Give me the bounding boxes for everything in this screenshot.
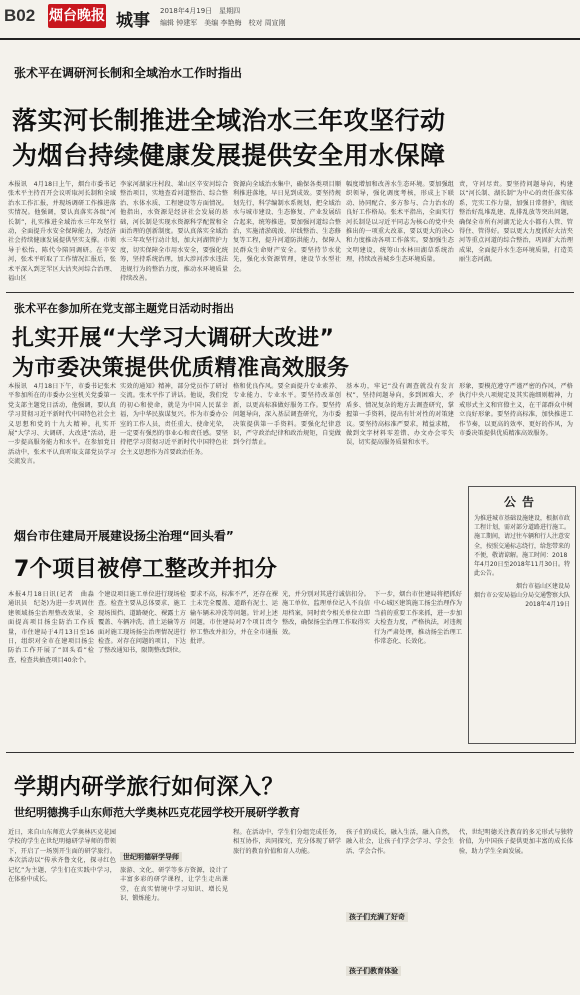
article2-col1: 本报讯 4月18日下午，市委书记张术平参加所在的市委办公室机关党委第一党支部主题党日活动，他强调，要认真学习贯彻习近平新时代中国特色社会主义思想和党的十九大精神，扎实开展“大学习、大调研、大改进”活动，进一步提高服务能力和水平。在参加党日活动中，张术平认真听取支部党员学习交流发言。 — [8, 383, 116, 466]
article4-subhead: 世纪明德携手山东师范大学奥林匹克花园学校开展研学教育 — [14, 806, 300, 819]
page-number: B02 — [4, 6, 36, 25]
article4-col3: 程。在活动中，学生们分组完成任务，相互协作，共同探究，充分体现了研学旅行的教育价值和育人功能。 — [233, 829, 341, 855]
article4-col1: 近日，来自山东师范大学奥林匹克花园学校的学生在世纪明德研学导师的带领下，开启了一场别开生面的研学旅行。本次活动以“传承齐鲁文化，探寻红色记忆”为主题，学生们在实践中学习，在体验中成长。 — [8, 829, 116, 884]
article1-col1: 本报讯 4月18日上午，烟台市委书记张术平主持召开会议听取河长制和全域治水工作汇报，并现场调研工作推进落实情况。他强调，要认真落实各级“河长制”，扎实推进全域治水三年攻坚行动，全面提升水安全保障能力，为经济社会持续健康发展提供坚实支撑。市领导于松怡、陈代今陪同调研。在辛安河，张术平听取了工作情况汇报后，张术平深入到芝罘区大沽夹河综合治理、福山区 — [8, 181, 116, 283]
article4-headline: 学期内研学旅行如何深入？ — [14, 775, 285, 800]
article4-col2: 旅游、文化、研学等多方资源，设计了丰富多彩的研学课程，让学生走出课堂，在真实情境中学习知识、增长见识、锻炼能力。 — [120, 867, 228, 903]
article3-headline: 7个项目被停工整改并扣分 — [14, 557, 278, 582]
article1-col4: 幅度增加和改善水生态环境。要加强组织领导，强化调度考核，形成上下联动、协同配合、多方参与、合力治水的良好工作格局。张术平指出，全面实行河长制是以习近平同志为核心的党中央推出的一项重大改革，要以更大的决心和力度推动各项工作落实。要加强生态文明建设，统筹山水林田湖草系统治理，持续改善城乡生态环境质量。 — [346, 181, 454, 264]
page-header — [0, 0, 580, 40]
newspaper-logo: 烟台晚报 — [48, 4, 106, 28]
article2-kicker: 张术平在参加所在党支部主题党日活动时指出 — [14, 302, 234, 315]
notice-title: 公告 — [503, 495, 540, 509]
article4-subtitle-3: 孩子们教育体验 — [346, 966, 401, 976]
divider — [6, 752, 574, 753]
notice-body: 为推进城市基础设施建设，根据市政工程计划，需对部分道路进行施工。施工期间，请过往车辆和行人注意安全，按照交通标志绕行，给您带来的不便，敬请谅解。施工时间：2018年4月20日至2018年11月30日。特此公告。 — [474, 515, 571, 578]
notice-signature-1: 烟台市福山区建设局 — [515, 583, 570, 591]
article1-headline-line1: 落实河长制推进全域治水三年攻坚行动 — [12, 106, 446, 135]
divider — [6, 292, 574, 293]
article3-kicker: 烟台市住建局开展建设扬尘治理“回头看” — [14, 529, 234, 543]
article1-col3: 资源向全域治水集中，确保各类项目顺利推进落地，早日见到成效。要坚持规划先行，科学编制水系规划，把全域治水与城市建设、生态修复、产业发展结合起来，统筹推进。要加强河道综合整治，实施清淤疏浚、岸线整治、生态修复等工程，提升河道防洪能力，保障人民群众生命财产安全。要坚持节水优先，强化水资源管理，建设节水型社会。 — [233, 181, 341, 273]
public-notice-box — [468, 486, 576, 744]
article1-col5: 责，守河尽责。要坚持问题导向，构建以“河长制、湖长制”为中心的责任落实体系，完实工作力量，加强日常督护，彻底整治好乱堆乱建、乱排乱放等突出问题，确保全市所有河湖无论大小都有人管、管得住、管得好。要以更大力度抓好大沽夹河等重点河道的综合整治，巩固扩大治理成果，全面提升水生态环境质量，打造美丽生态河湖。 — [459, 181, 573, 264]
notice-date: 2018年4月19日 — [525, 601, 570, 609]
article2-col4: 基本功，牢记“没有调查就没有发言权”，坚持问题导向，多到困难大、矛盾多、情况复杂的地方去调查研究，掌握第一手资料，提出有针对性的对策建议。要坚持高标准严要求，精益求精，做到文字材料零差错、办文办会零失误，切实提高服务质量和水平。 — [346, 383, 454, 447]
article4-subtitle-1: 世纪明德研学导师 — [120, 852, 182, 862]
article3-col4: 光，并分别对其进行诚信扣分。施工单位、监理单位记入不良信用档案，同时责令相关单位立即整改，确保扬尘治理工作取得实效。 — [282, 591, 370, 636]
article3-col1: 本报4月18日讯(记者 曲淼 通讯员 纪尧)为进一步巩固住建领域扬尘治理整改效果，全面提高项目扬尘防治工作质量，市住建局于4月13日至16日，组织对全市在建项目扬尘防治工作开展了“回头看”检查，检查共抽查项目40余个。 — [8, 591, 94, 664]
article2-col2: 实效的通知》精神，部分党员作了研讨交流。张术平作了讲话。他说，我们党的初心和使命，就是为中国人民谋幸福，为中华民族谋复兴。作为市委办公室的工作人员，责任重大、使命光荣，一定要有强烈的事业心和责任感。要坚持把学习贯彻习近平新时代中国特色社会主义思想作为首要政治任务。 — [120, 383, 228, 456]
article2-col5: 形象，要模范遵守严谨严密的作风，严格执行中央八项规定及其实施细则精神，力戒形式主义和官僚主义，在干部群众中树立良好形象。要坚持高标准，加快推进工作节奏，以更高的效率、更好的作风，为市委决策提供优质精准高效服务。 — [459, 383, 573, 438]
article4-col4: 孩子们的成长，融入生活，融入自然，融入社会，让孩子们学会学习、学会生活、学会合作。 — [346, 829, 454, 855]
article1-headline-line2: 为烟台持续健康发展提供安全用水保障 — [12, 141, 446, 170]
issue-date: 2018年4月19日 星期四 — [160, 7, 241, 15]
article4-col5: 代，世纪明德关注教育的多元形式与独特价值，为中国孩子提供更加丰富的成长体验，助力学生全面发展。 — [459, 829, 573, 855]
notice-signature-2: 烟台市公安局福山分局交通警察大队 — [474, 592, 571, 600]
article1-kicker: 张术平在调研河长制和全域治水工作时指出 — [14, 66, 243, 80]
article2-col3: 格和优良作风。要全面提升专业素养、专业能力、专业水平。要坚持改革创新，以更高标准做好服务工作。要坚持问题导向，深入基层调查研究，为市委决策提供第一手资料。要强化纪律意识，严守政治纪律和政治规矩，自觉做到令行禁止。 — [233, 383, 341, 447]
article2-headline-line2: 为市委决策提供优质精准高效服务 — [12, 356, 350, 381]
article4-subtitle-2: 孩子们充满了好奇 — [346, 912, 408, 922]
article1-col2: 李家河湖家庄村段、莱山区辛安河综合整治项目，实地查看河道整治、综合整治、水体水质、工程建设等方面情况。他指出，水资源是经济社会发展的基础，河长制是实现水资源科学配置和全面治理的创新制度。要认真落实全域治水三年攻坚行动计划，加大河湖管护力度，切实保障全市用水安全，要强化统筹，坚持系统治理，加大涉河涉水违法违规行为的整治力度，推动水环境质量持续改善。 — [120, 181, 228, 283]
article3-col3: 要求不高，标准不严，还存在裸土未完全覆盖、道路有泥土、运输车辆未冲洗等问题。针对上述问题，市住建局对7个项目责令停工整改并扣分，并在全市通报批评。 — [190, 591, 278, 646]
article3-col5: 下一步，烟台市住建局将把抓好中心城区建筑施工扬尘治理作为当前的重要工作来抓，进一步加大检查力度，严格执法，对违规行为严肃处理，推动扬尘治理工作常态化、长效化。 — [374, 591, 462, 646]
article3-col2: 个建设项目施工单位进行现场检查。检查主要从总体要求、施工现场围挡、道路硬化、裸露土方覆盖、车辆冲洗、渣土运输等方面对施工现场扬尘治理情况进行检查。对存在问题的项目，下达了整改通知书，限期整改到位。 — [98, 591, 186, 655]
editors-line: 编辑 钟建军 美编 李艳梅 校对 周宣刚 — [160, 19, 286, 27]
section-name: 城事 — [116, 11, 150, 31]
article2-headline-line1: 扎实开展“大学习大调研大改进” — [12, 326, 335, 351]
